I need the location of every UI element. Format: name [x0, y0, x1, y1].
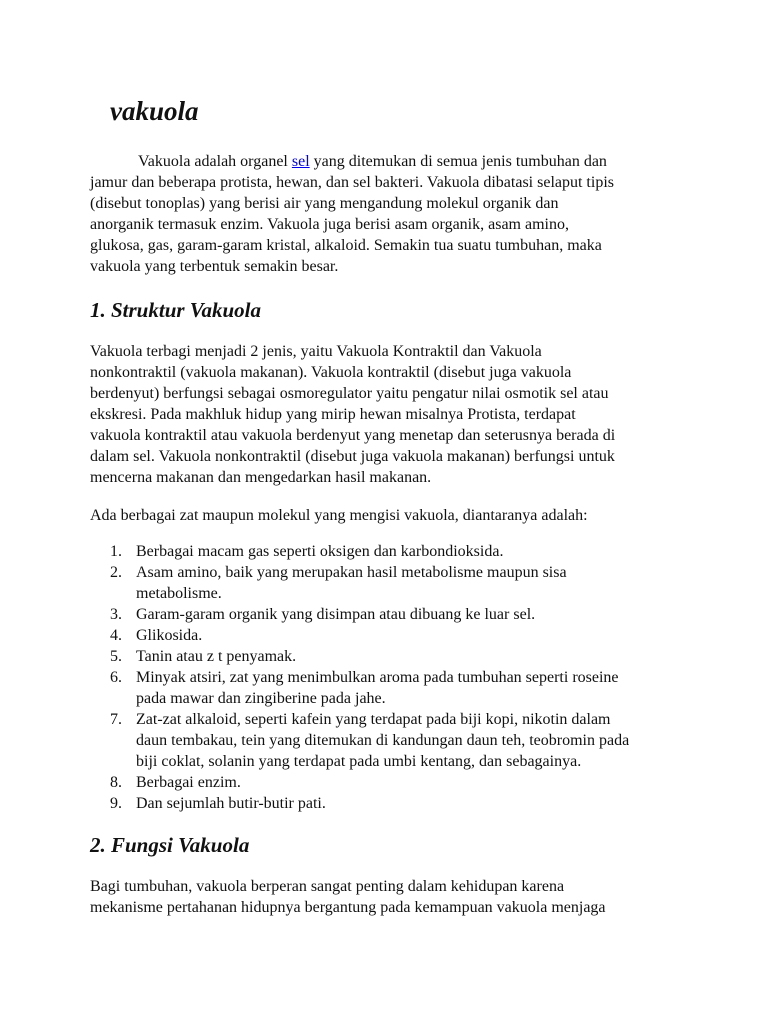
- list-item: 6. Minyak atsiri, zat yang menimbulkan aroma pada tumbuhan seperti roseine pada mawar dan zingiberine pada jahe.: [110, 669, 619, 707]
- fungsi-line: mekanisme pertahanan hidupnya bergantung pada kemampuan vakuola menjaga: [90, 899, 606, 916]
- fungsi-line: Bagi tumbuhan, vakuola berperan sangat penting dalam kehidupan karena: [90, 878, 565, 895]
- section-heading-struktur: 1. Struktur Vakuola: [90, 298, 261, 322]
- list-item: 4. Glikosida.: [110, 627, 203, 644]
- struktur-line: mencerna makanan dan mengedarkan hasil makanan.: [90, 469, 432, 486]
- list-intro: Ada berbagai zat maupun molekul yang mengisi vakuola, diantaranya adalah:: [90, 507, 588, 524]
- list-item: 9. Dan sejumlah butir-butir pati.: [110, 795, 326, 812]
- struktur-line: berdenyut) berfungsi sebagai osmoregulator yaitu pengatur nilai osmotik sel atau: [90, 385, 609, 402]
- list-item: 5. Tanin atau z t penyamak.: [110, 648, 297, 665]
- sel-link[interactable]: sel: [291, 153, 310, 170]
- intro-line: Vakuola adalah organel sel yang ditemukan di semua jenis tumbuhan dan: [138, 153, 607, 170]
- intro-paragraph: [90, 151, 690, 277]
- struktur-line: nonkontraktil (vakuola makanan). Vakuola kontraktil (disebut juga vakuola: [90, 364, 572, 381]
- intro-line: anorganik termasuk enzim. Vakuola juga berisi asam organik, asam amino,: [90, 216, 569, 233]
- list-item: 1. Berbagai macam gas seperti oksigen dan karbondioksida.: [110, 543, 504, 560]
- struktur-line: Vakuola terbagi menjadi 2 jenis, yaitu Vakuola Kontraktil dan Vakuola: [90, 343, 542, 360]
- intro-line: vakuola yang terbentuk semakin besar.: [90, 258, 339, 275]
- fungsi-paragraph: [90, 876, 690, 918]
- struktur-paragraph: [90, 341, 690, 488]
- list-item: 3. Garam-garam organik yang disimpan atau dibuang ke luar sel.: [110, 606, 536, 623]
- section-heading-fungsi: 2. Fungsi Vakuola: [90, 833, 250, 857]
- struktur-line: dalam sel. Vakuola nonkontraktil (disebut juga vakuola makanan) berfungsi untuk: [90, 448, 615, 465]
- struktur-line: ekskresi. Pada makhluk hidup yang mirip hewan misalnya Protista, terdapat: [90, 406, 576, 423]
- page-title: vakuola: [110, 96, 199, 126]
- intro-line: (disebut tonoplas) yang berisi air yang mengandung molekul organik dan: [90, 195, 559, 212]
- struktur-line: vakuola kontraktil atau vakuola berdenyut yang menetap dan seterusnya berada di: [90, 427, 616, 444]
- list-item: 8. Berbagai enzim.: [110, 774, 241, 791]
- intro-line: glukosa, gas, garam-garam kristal, alkaloid. Semakin tua suatu tumbuhan, maka: [90, 237, 602, 254]
- list-item: 2. Asam amino, baik yang merupakan hasil metabolisme maupun sisa metabolisme.: [110, 564, 567, 602]
- zat-list: [90, 541, 690, 814]
- list-item: 7. Zat-zat alkaloid, seperti kafein yang terdapat pada biji kopi, nikotin dalam daun tembakau, tein yang ditemukan di kandungan daun teh, teobromin pada biji coklat, solanin yang terdapat pada umbi kentang, dan sebagainya.: [110, 711, 630, 770]
- intro-line: jamur dan beberapa protista, hewan, dan sel bakteri. Vakuola dibatasi selaput tipis: [90, 174, 614, 191]
